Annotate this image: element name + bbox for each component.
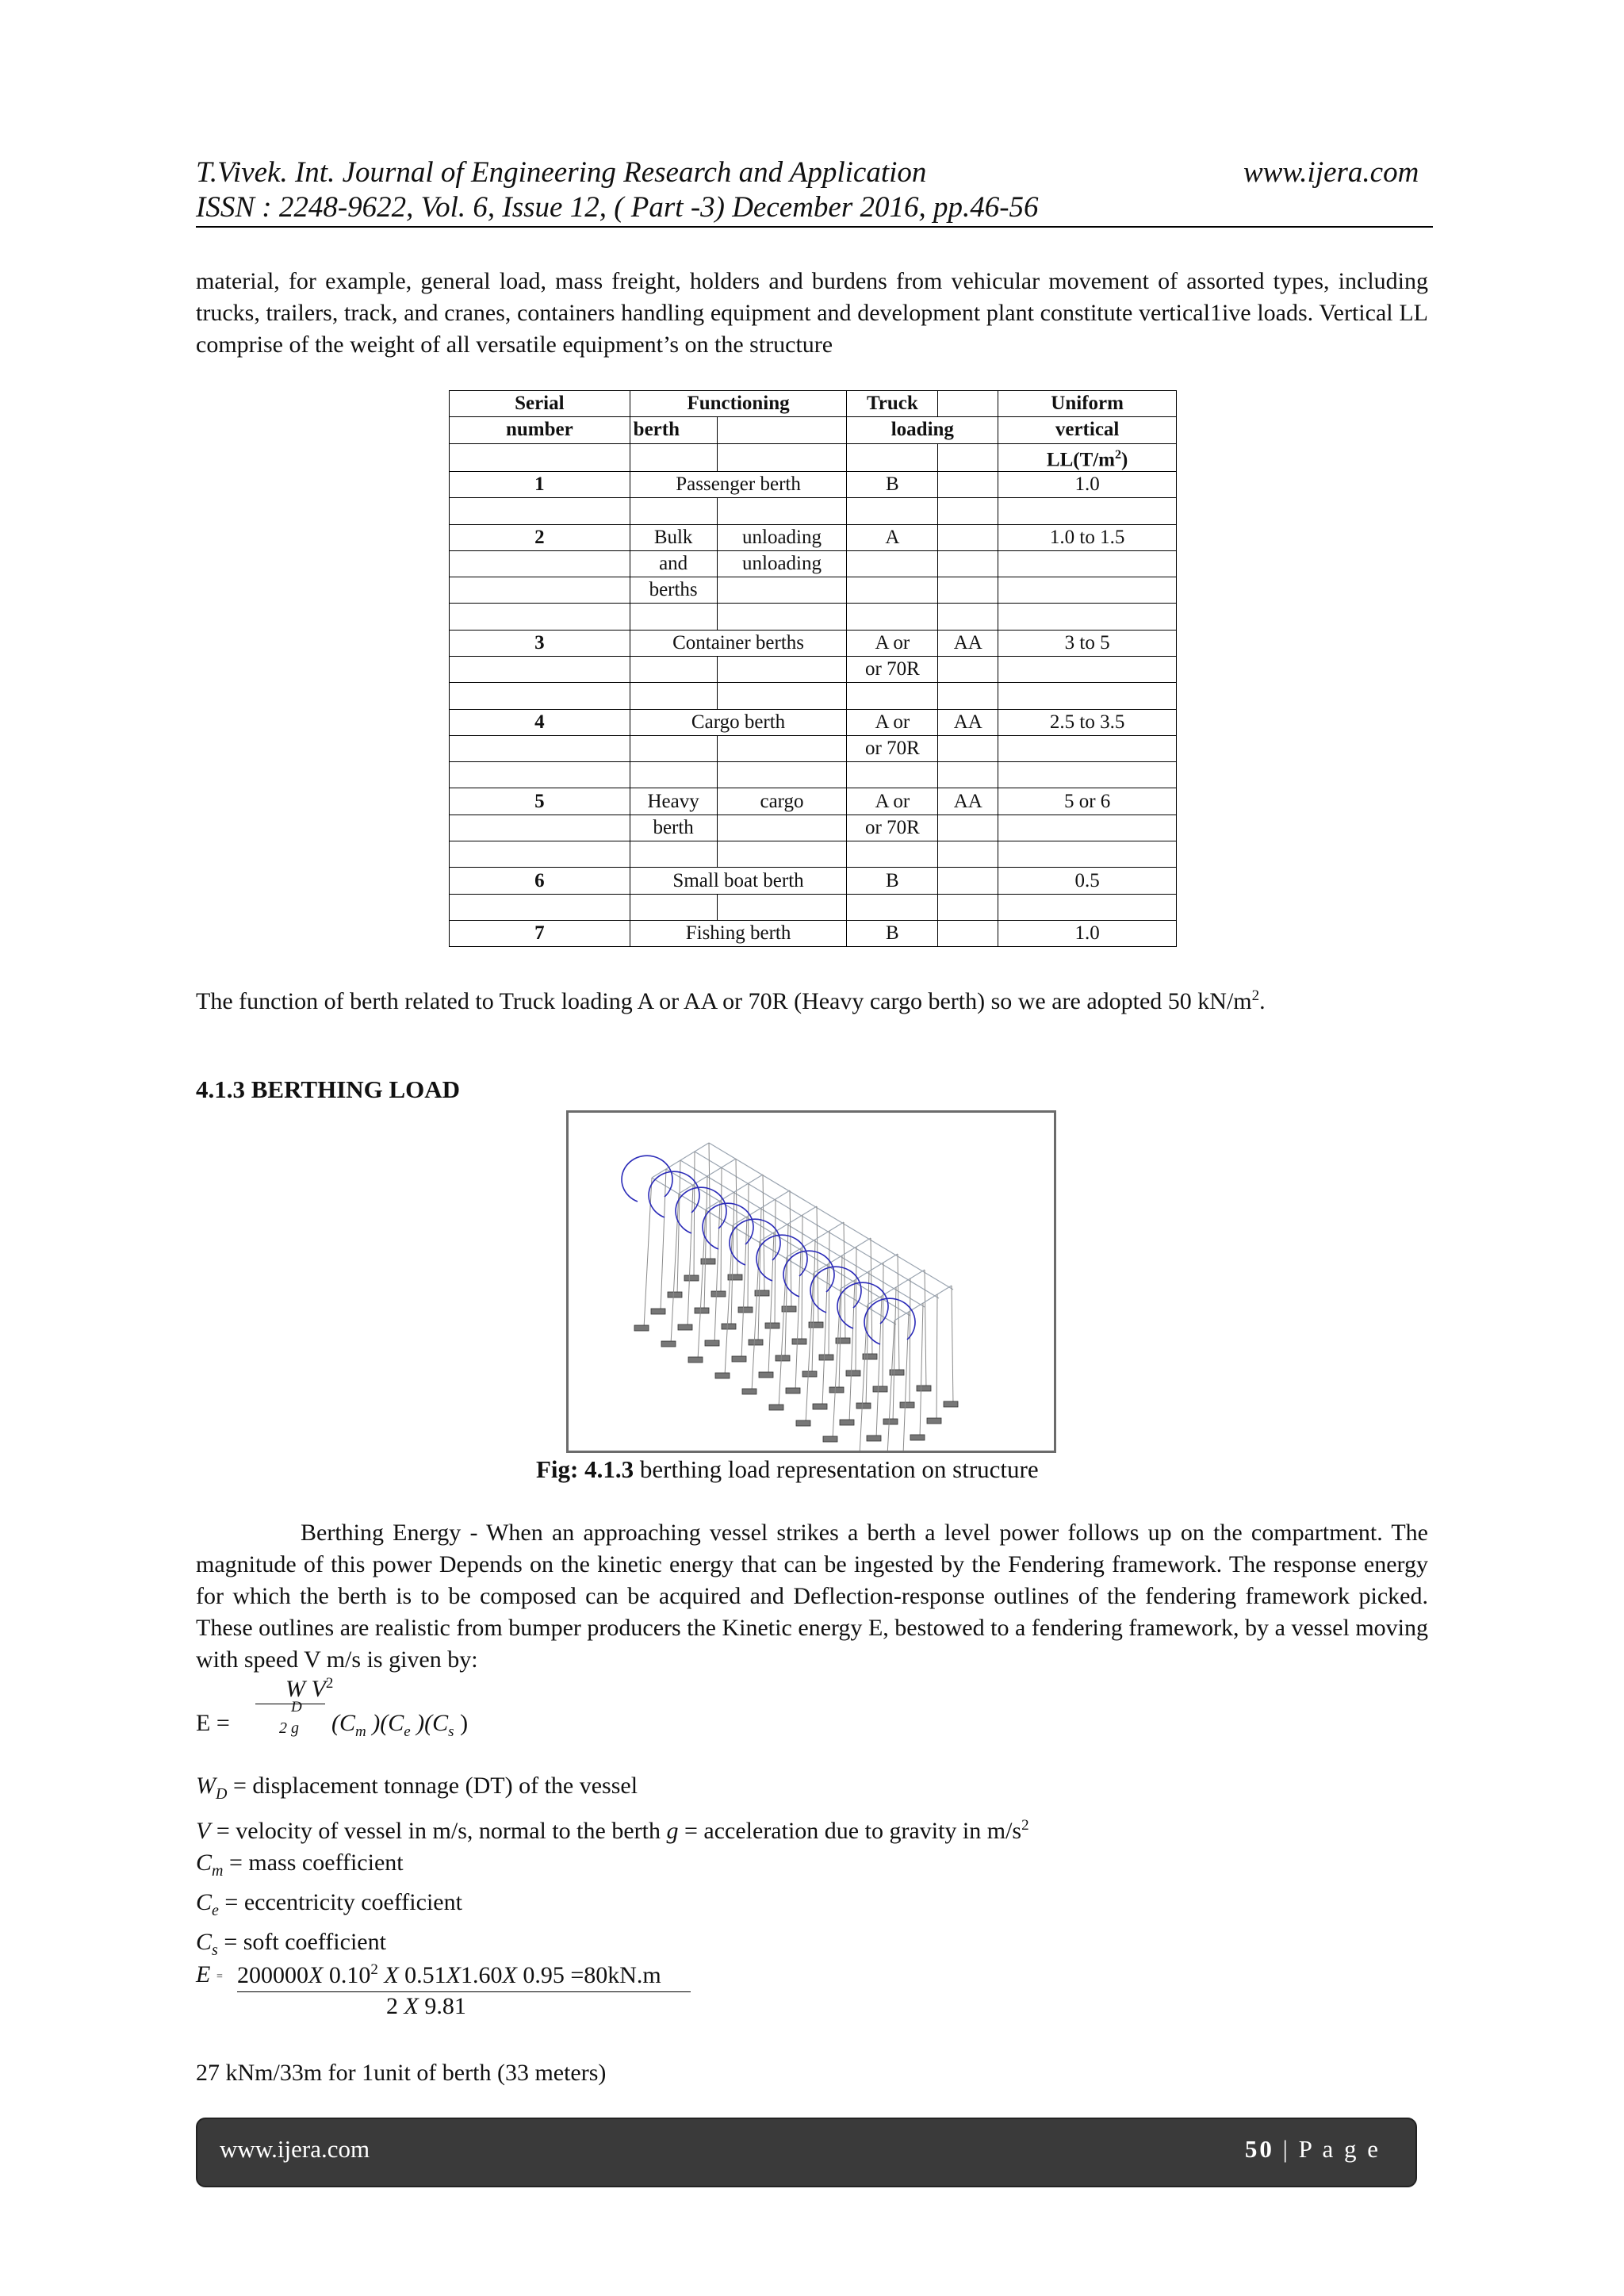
pile-footing <box>910 1435 925 1440</box>
pile <box>768 1232 774 1375</box>
pile-footing <box>742 1389 756 1394</box>
table-row: 7 Fishing berth B 1.0 <box>450 920 1177 946</box>
pile <box>677 1160 680 1295</box>
table-row: 2 Bulk unloading A 1.0 to 1.5 <box>450 524 1177 550</box>
pile-footing <box>678 1324 692 1330</box>
pile-footing <box>732 1356 746 1362</box>
table-header-row <box>450 443 1177 471</box>
pile-footing <box>873 1386 887 1392</box>
definition-item: $C_e$ = eccentricity coefficient <box>196 1889 462 1919</box>
pile-footing <box>765 1323 779 1328</box>
pile-footing <box>684 1275 699 1281</box>
pile-footing <box>813 1404 827 1409</box>
structure-drawing <box>569 1113 1054 1451</box>
figure-caption: Fig: 4.1.3 berthing load representation on structure <box>536 1455 1039 1483</box>
pile <box>758 1208 761 1343</box>
pile-footing <box>668 1292 682 1297</box>
th-functioning: Functioning <box>630 391 847 417</box>
pile-footing <box>856 1403 871 1409</box>
pile-footing <box>769 1405 783 1410</box>
pile-footing <box>749 1340 763 1345</box>
definitions-list <box>196 1770 1428 1966</box>
pile-footing <box>759 1372 773 1378</box>
th-number: number <box>450 417 630 443</box>
th-vertical: vertical <box>998 417 1177 443</box>
th-serial: Serial <box>450 391 630 417</box>
pile <box>731 1192 734 1327</box>
journal-website[interactable]: www.ijera.com <box>1243 156 1419 189</box>
pile-footing <box>796 1420 810 1426</box>
pile-footing <box>883 1419 898 1424</box>
pile-footing <box>688 1357 703 1363</box>
table-header-row <box>450 391 1177 417</box>
table-header-row <box>450 417 1177 443</box>
pile <box>721 1167 722 1294</box>
page-footer <box>196 2118 1417 2187</box>
pile-footing <box>846 1370 860 1376</box>
unit-berth-line: 27 kNm/33m for 1unit of berth (33 meters) <box>196 2060 607 2086</box>
truck-loading-paragraph: The function of berth related to Truck loading A or AA or 70R (Heavy cargo berth) so we are adopted 50 $kN/m^2$. <box>196 987 1266 1014</box>
pile <box>893 1287 896 1422</box>
header-rule <box>196 226 1433 228</box>
pile-footing <box>792 1339 806 1344</box>
pile-footing <box>900 1402 914 1408</box>
pile-footing <box>927 1418 941 1424</box>
pile <box>839 1255 842 1390</box>
pile <box>812 1240 815 1374</box>
pile <box>775 1199 776 1326</box>
berthing-paragraph: Berthing Energy - When an approaching vessel strikes a berth a level power follows up on the compartment. The magnitude of this power Depends on the kinetic energy that can be ingested by the Fendering framework. The response energy for which the berth is to be composed can be acquired and Deflection-response outlines of the fendering framework picked. These outlines are realistic from bumper producers the Kinetic energy E, bestowed to a fendering framework, by a vessel moving with speed V m/s is given by: <box>196 1520 1428 1673</box>
pile-footing <box>786 1388 800 1393</box>
issn-line: ISSN : 2248-9622, Vol. 6, Issue 12, ( Part -3) December 2016, pp.46-56 <box>196 191 1039 224</box>
table-row: 4 Cargo berth A or AA 2.5 to 3.5 <box>450 709 1177 735</box>
th-ll-unit: $LL(T/m^2)$ <box>998 443 1177 471</box>
th-loading: loading <box>847 417 998 443</box>
definition-item: $C_m$ = mass coefficient <box>196 1849 404 1880</box>
pile-footing <box>695 1308 709 1313</box>
pile <box>748 1183 749 1310</box>
pile <box>795 1248 801 1391</box>
calc-fraction-bar <box>237 1991 691 1992</box>
pile <box>887 1320 894 1451</box>
th-berth: berth <box>630 417 717 443</box>
pile-footing <box>802 1371 817 1377</box>
energy-formula: W $V^2$ D E = 2 g ($C_m$ )($C_e$ )($C_s$ ) <box>196 1675 469 1740</box>
pile-footing <box>944 1401 958 1407</box>
pile-footing <box>711 1291 726 1297</box>
footer-website[interactable]: www.ijera.com <box>220 2135 370 2163</box>
pile <box>920 1303 923 1438</box>
pile <box>898 1254 899 1373</box>
pile <box>661 1169 666 1312</box>
pile-footing <box>634 1325 649 1331</box>
table-row: 6 Small boat berth B 0.5 <box>450 868 1177 894</box>
pile-footing <box>917 1386 931 1391</box>
pile-footing <box>776 1355 790 1361</box>
table-row: 1 Passenger berth B 1.0 <box>450 471 1177 497</box>
live-load-table: Serial Functioning Truck Uniform number berth loading vertical $LL(T/m^2)$ 1 Passenger berth B 1.0 2 Bulk unloading A 1.0 to 1.5 and unloading berths 3 Container berths A or AA 3 to 5 or 70R 4 Cargo berth A or AA 2.5 to 3.5 or 70R 5 Heavy cargo A or AA 5 or 6 berth or 70R 6 Small boat berth B 0.5 7 Fishing berth B 1.0 <box>449 390 1177 947</box>
section-heading: 4.1.3 BERTHING LOAD <box>196 1075 461 1103</box>
pile-footing <box>819 1355 833 1360</box>
pile-footing <box>715 1373 730 1378</box>
pile <box>925 1270 926 1389</box>
pile-footing <box>840 1420 854 1425</box>
table-row: 3 Container berths A or AA 3 to 5 <box>450 630 1177 656</box>
pile <box>936 1294 937 1421</box>
berthing-load-figure <box>566 1110 1056 1453</box>
pile <box>688 1185 693 1328</box>
pile-footing <box>738 1307 753 1313</box>
table-row: 5 Heavy cargo A or AA 5 or 6 <box>450 788 1177 815</box>
pile <box>644 1178 652 1328</box>
pile-footing <box>661 1341 676 1347</box>
pile <box>952 1286 953 1405</box>
definition-item: V = velocity of vessel in m/s, normal to the berth g = acceleration due to gravity in $m/s^2$ <box>196 1817 1029 1844</box>
pile-footing <box>823 1436 837 1442</box>
pile <box>876 1296 882 1439</box>
intro-paragraph: material, for example, general load, mass freight, holders and burdens from vehicular movement of assorted types, including trucks, trailers, track, and cranes, containers handling equipment and development plant constitute vertical1ive loads. Vertical LL comprise of the weight of all versatile equipment’s on the structure <box>196 268 1428 358</box>
pile-footing <box>867 1435 881 1441</box>
pile <box>866 1271 869 1406</box>
pile <box>903 1312 909 1451</box>
pile <box>694 1152 695 1278</box>
pile <box>714 1201 720 1343</box>
th-uniform: Uniform <box>998 391 1177 417</box>
pile <box>704 1176 707 1311</box>
pile-footing <box>651 1309 665 1314</box>
footer-page-number: 50 | P a g e <box>1244 2135 1381 2163</box>
definition-item: $C_s$ = soft coefficient <box>196 1929 386 1959</box>
pile <box>849 1280 855 1423</box>
pile-footing <box>829 1387 844 1393</box>
journal-title: T.Vivek. Int. Journal of Engineering Research and Application <box>196 156 927 189</box>
pile <box>785 1224 788 1359</box>
definition-item: $W_D$ = displacement tonnage (DT) of the vessel <box>196 1773 638 1803</box>
pile-footing <box>722 1324 736 1329</box>
pile <box>822 1264 828 1407</box>
pile <box>741 1217 747 1359</box>
energy-calculation: E = 200000X 0.10$^2$ X 0.51X1.60X 0.95 =80kN.m 2 X 9.81 <box>196 1961 751 2033</box>
pile-footing <box>705 1340 719 1346</box>
th-truck: Truck <box>847 391 938 417</box>
